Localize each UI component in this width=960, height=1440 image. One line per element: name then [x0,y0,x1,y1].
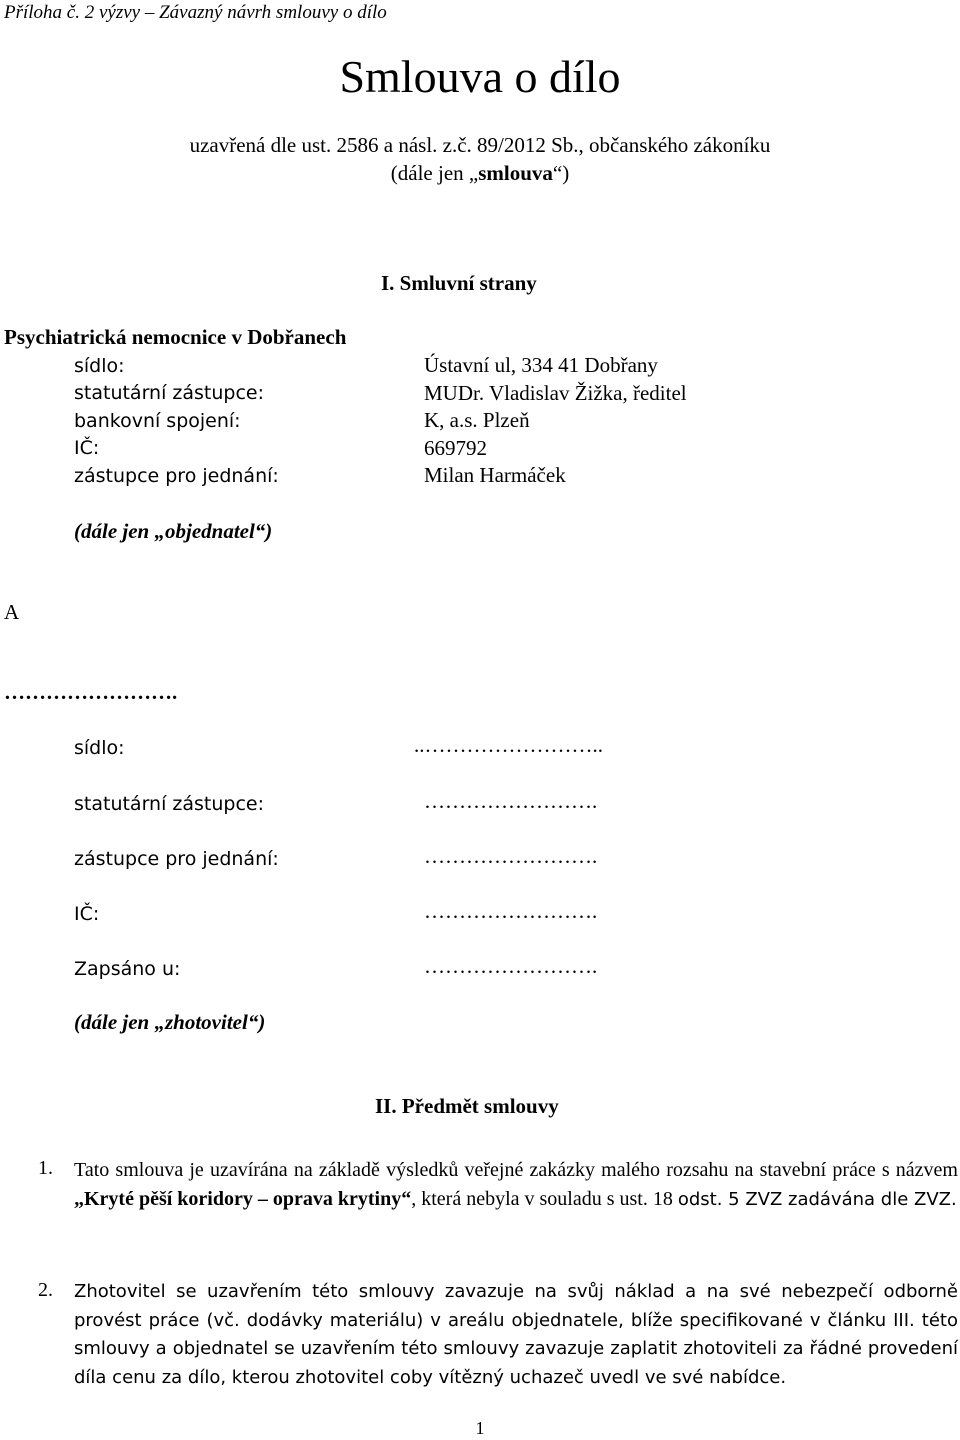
client-label-seat: sídlo: [74,355,125,377]
paragraph-1 [74,1156,958,1214]
document-title: Smlouva o dílo [339,51,621,102]
contractor-value-contact: ……………………. [424,844,598,868]
contractor-value-seat: ..…………………….. [414,733,603,757]
client-label-ico: IČ: [74,437,100,459]
client-name: Psychiatrická nemocnice v Dobřanech [4,325,347,349]
client-label-representative: statutární zástupce: [74,382,265,404]
contractor-label-ico: IČ: [74,903,100,925]
header-note: Příloha č. 2 výzvy – Závazný návrh smlouvy o dílo [4,2,387,23]
client-value-seat: Ústavní ul, 334 41 Dobřany [424,353,658,377]
client-label-bank: bankovní spojení: [74,410,241,432]
client-value-representative: MUDr. Vladislav Žižka, ředitel [424,381,687,405]
contractor-label-contact: zástupce pro jednání: [74,848,279,870]
section-heading-parties: I. Smluvní strany [381,271,537,295]
paragraph-2-text-b: této smlouvy a objednatel se uzavřením této smlouvy zavazuje zaplatit zhotoviteli za řádné provedení díla cenu za dílo, kterou zhotovitel coby vítězný uchazeč uvedl ve své nabídce. [74,1309,958,1388]
alias-suffix: “) [552,161,570,185]
client-value-bank: K, a.s. Plzeň [424,408,530,432]
client-label-contact: zástupce pro jednání: [74,465,279,487]
page-number: 1 [475,1418,485,1438]
paragraph-1-text-c: odst. 5 ZVZ zadávána dle ZVZ. [677,1188,957,1210]
parties-conjunction: A [4,600,20,624]
contractor-value-ico: ……………………. [424,899,598,923]
client-value-ico: 669792 [424,436,487,460]
client-alias: (dále jen „objednatel“) [74,519,273,543]
document-subtitle: uzavřená dle ust. 2586 a násl. z.č. 89/2012 Sb., občanského zákoníku [189,133,771,157]
paragraph-2 [74,1278,958,1392]
project-name: „Kryté pěší koridory – oprava krytiny“ [74,1187,412,1210]
contractor-value-representative: ……………………. [424,789,598,813]
paragraph-1-text-b: , která nebyla v souladu s ust. 18 [411,1187,678,1210]
paragraph-1-number: 1. [38,1157,53,1179]
contractor-value-registered: ……………………. [424,954,598,978]
document-subtitle-alias [0,161,960,186]
paragraph-2-text-a: Zhotovitel se uzavřením této smlouvy zavazuje na svůj náklad a na své nebezpečí odborně provést práce (vč. dodávky materiálu) v areálu objednatele, blíže specifikované v článku III. [74,1281,958,1331]
contractor-label-registered: Zapsáno u: [74,958,181,980]
contractor-label-seat: sídlo: [74,737,125,759]
paragraph-2-number: 2. [38,1279,53,1301]
paragraph-1-text-a: Tato smlouva je uzavírána na základě výsledků veřejné zakázky malého rozsahu na stavební práce s názvem [74,1159,958,1181]
alias-term: smlouva [478,161,553,185]
client-value-contact: Milan Harmáček [424,463,566,487]
contractor-label-representative: statutární zástupce: [74,793,265,815]
contractor-alias: (dále jen „zhotovitel“) [74,1010,266,1034]
contractor-name-placeholder: ……………………. [4,680,178,704]
alias-prefix: (dále jen „ [390,161,479,185]
section-heading-subject: II. Předmět smlouvy [375,1094,559,1118]
